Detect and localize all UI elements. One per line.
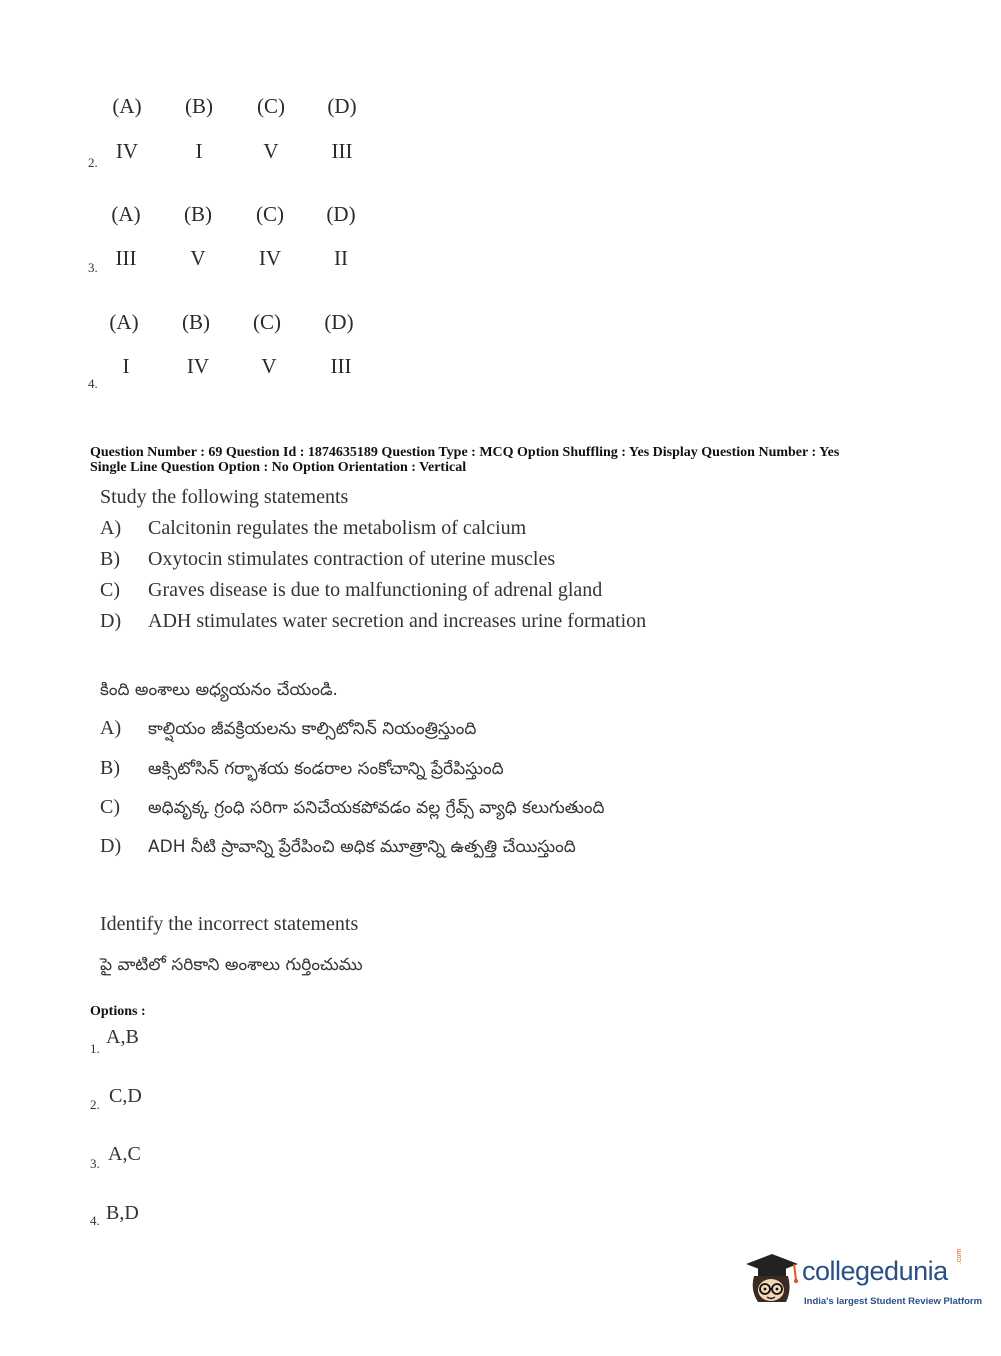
statement-label: B)	[100, 757, 120, 779]
option-value-c: V	[261, 354, 277, 378]
option-value-b: I	[195, 139, 203, 163]
option-header-d: (D)	[324, 310, 354, 334]
statement-label: A)	[100, 717, 122, 739]
question-prompt-te: పై వాటిలో సరికాని అంశాలు గుర్తించుము	[100, 955, 363, 975]
option-value-b: V	[190, 246, 206, 270]
mascot-icon	[742, 1250, 802, 1310]
option-header-c: (C)	[253, 310, 281, 334]
statement-b-te: ఆక్సిటోసిన్ గర్భాశయ కండరాల సంకోచాన్ని ప్రేరేపిస్తుంది	[148, 759, 504, 779]
statement-a-te: కాల్షియం జీవక్రియలను కాల్సిటోనిన్ నియంత్రిస్తుంది	[148, 719, 477, 739]
collegedunia-logo	[742, 1248, 983, 1310]
logo-suffix: .com	[956, 1248, 963, 1264]
statement-label: D)	[100, 835, 122, 857]
statement-label: B)	[100, 548, 120, 570]
option-number: 1.	[90, 1041, 100, 1056]
option-number: 3.	[88, 260, 98, 275]
statement-b-en: Oxytocin stimulates contraction of uterine muscles	[148, 548, 556, 570]
option-value-d: II	[334, 246, 348, 270]
option-header-d: (D)	[326, 202, 356, 226]
question-intro-en: Study the following statements	[100, 486, 349, 508]
statement-c-en: Graves disease is due to malfunctioning of adrenal gland	[148, 579, 603, 601]
option-value-a: III	[115, 246, 137, 270]
statement-label: C)	[100, 796, 120, 818]
question-prompt-en: Identify the incorrect statements	[100, 913, 359, 935]
statement-a-en: Calcitonin regulates the metabolism of calcium	[148, 517, 527, 539]
answer-option-3[interactable]: A,C	[108, 1143, 141, 1165]
option-header-b: (B)	[185, 94, 213, 118]
statement-d-en: ADH stimulates water secretion and increases urine formation	[148, 610, 647, 632]
option-value-c: V	[263, 139, 279, 163]
option-value-d: III	[330, 354, 352, 378]
option-header-c: (C)	[257, 94, 285, 118]
option-value-c: IV	[258, 246, 282, 270]
question-meta-line2: Single Line Question Option : No Option Orientation : Vertical	[90, 460, 467, 475]
option-header-c: (C)	[256, 202, 284, 226]
option-value-a: I	[122, 354, 130, 378]
option-header-a: (A)	[109, 310, 139, 334]
option-header-b: (B)	[184, 202, 212, 226]
option-number: 2.	[88, 155, 98, 170]
options-heading: Options :	[90, 1004, 146, 1019]
statement-d-te: ADH నీటి స్రావాన్ని ప్రేరేపించి అధిక మూత్రాన్ని ఉత్పత్తి చేయిస్తుంది	[148, 837, 576, 857]
option-number: 4.	[90, 1213, 100, 1228]
option-value-d: III	[331, 139, 353, 163]
option-number: 3.	[90, 1156, 100, 1171]
statement-label: A)	[100, 517, 122, 539]
option-value-b: IV	[186, 354, 210, 378]
logo-wordmark: collegedunia	[802, 1256, 948, 1286]
statement-label: C)	[100, 579, 120, 601]
question-meta-line1: Question Number : 69 Question Id : 1874635189 Question Type : MCQ Option Shuffling : Yes Display Question Number : Yes	[90, 445, 840, 460]
answer-option-2[interactable]: C,D	[109, 1085, 142, 1107]
option-value-a: IV	[115, 139, 139, 163]
option-number: 4.	[88, 376, 98, 391]
logo-tagline: India's largest Student Review Platform	[804, 1296, 983, 1307]
option-header-b: (B)	[182, 310, 210, 334]
statement-c-te: అధివృక్క గ్రంధి సరిగా పనిచేయకపోవడం వల్ల గ్రేవ్స్ వ్యాధి కలుగుతుంది	[148, 798, 605, 818]
answer-option-1[interactable]: A,B	[106, 1026, 139, 1048]
option-header-a: (A)	[112, 94, 142, 118]
option-header-d: (D)	[327, 94, 357, 118]
option-number: 2.	[90, 1097, 100, 1112]
option-header-a: (A)	[111, 202, 141, 226]
statement-label: D)	[100, 610, 122, 632]
answer-option-4[interactable]: B,D	[106, 1202, 139, 1224]
question-intro-te: కింది అంశాలు అధ్యయనం చేయండి.	[100, 680, 338, 700]
